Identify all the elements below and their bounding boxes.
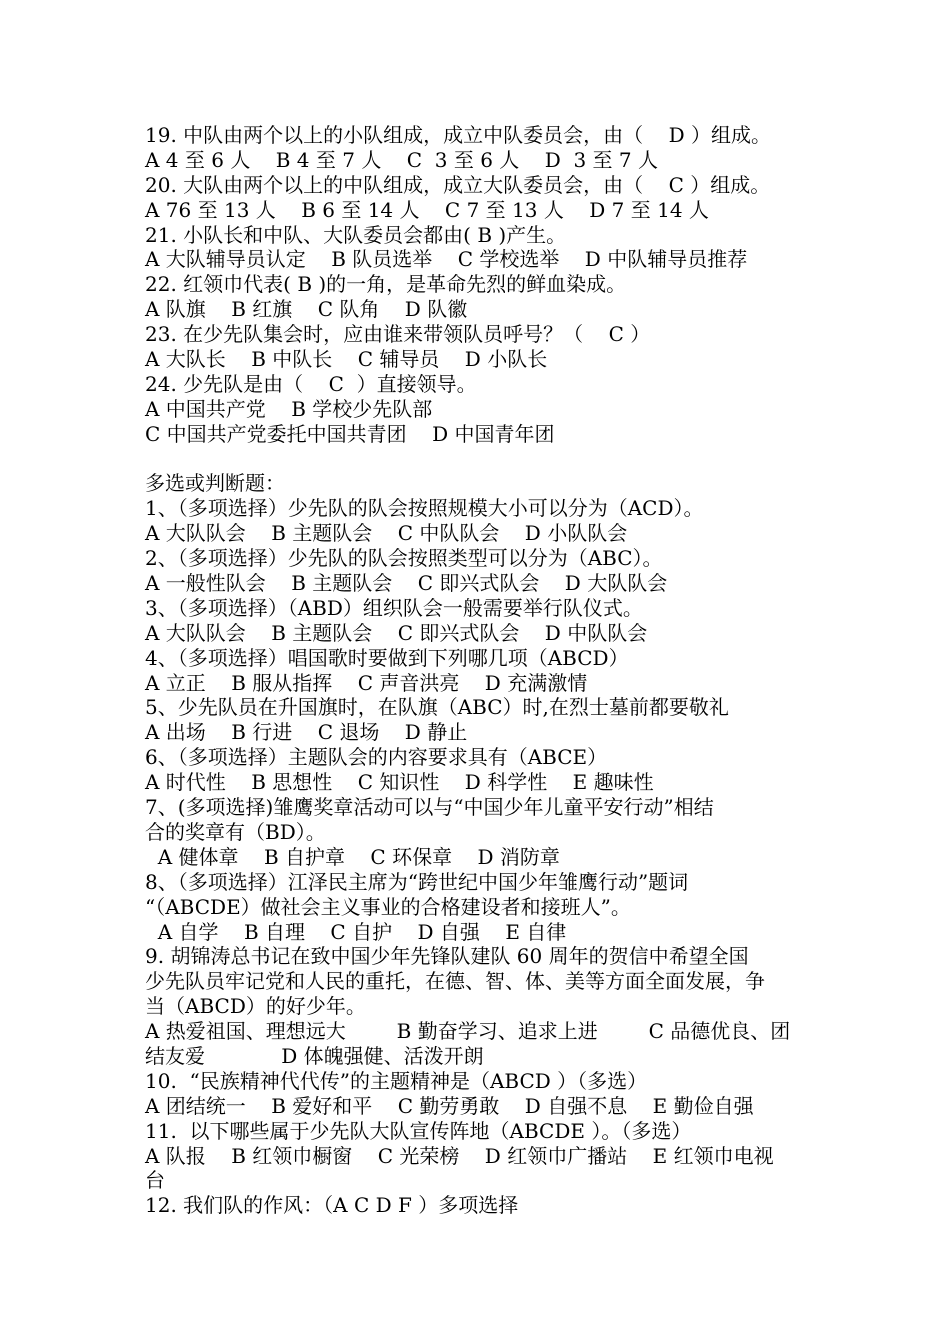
multi-question-8-line-1: 8、（多项选择）江泽民主席为“跨世纪中国少年雏鹰行动”题词 xyxy=(145,869,689,894)
multi-question-9-line-3: 当（ABCD）的好少年。 xyxy=(145,994,366,1019)
question-19: 19. 中队由两个以上的小队组成，成立中队委员会，由（ D ）组成。 xyxy=(145,123,771,147)
multi-question-7-options: A 健体章 B 自护章 C 环保章 D 消防章 xyxy=(145,844,560,869)
multi-question-6-options: A 时代性 B 思想性 C 知识性 D 科学性 E 趣味性 xyxy=(145,770,654,795)
multi-question-3: 3、（多项选择）（ABD）组织队会一般需要举行队仪式。 xyxy=(145,595,643,620)
multi-question-1-options: A 大队队会 B 主题队会 C 中队队会 D 小队队会 xyxy=(145,521,628,546)
question-20: 20. 大队由两个以上的中队组成，成立大队委员会，由（ C ）组成。 xyxy=(145,172,771,197)
multi-question-11: 11. 以下哪些属于少先队大队宣传阵地（ABCDE ）。（多选） xyxy=(145,1118,692,1143)
multi-question-2-options: A 一般性队会 B 主题队会 C 即兴式队会 D 大队队会 xyxy=(145,571,668,596)
question-24: 24. 少先队是由（ C ）直接领导。 xyxy=(145,371,477,396)
question-24-options-2: C 中国共产党委托中国共青团 D 中国青年团 xyxy=(145,421,555,446)
multi-question-5: 5、少先队员在升国旗时，在队旗（ABC）时,在烈士墓前都要敬礼 xyxy=(145,695,729,720)
question-22-options: A 队旗 B 红旗 C 队角 D 队徽 xyxy=(145,297,468,322)
question-20-options: A 76 至 13 人 B 6 至 14 人 C 7 至 13 人 D 7 至 14 人 xyxy=(145,197,709,222)
question-21-options: A 大队辅导员认定 B 队员选举 C 学校选举 D 中队辅导员推荐 xyxy=(145,247,748,272)
multi-question-7-line-1: 7、(多项选择)雏鹰奖章活动可以与“中国少年儿童平安行动”相结 xyxy=(145,795,714,820)
multi-question-8-line-2: “（ABCDE）做社会主义事业的合格建设者和接班人”。 xyxy=(145,894,631,919)
multi-question-8-options: A 自学 B 自理 C 自护 D 自强 E 自律 xyxy=(145,919,567,944)
section-heading: 多选或判断题： xyxy=(145,471,285,496)
multi-question-11-options-2: 台 xyxy=(145,1168,165,1193)
question-22: 22. 红领巾代表( B )的一角，是革命先烈的鲜血染成。 xyxy=(145,272,627,297)
question-24-options-1: A 中国共产党 B 学校少先队部 xyxy=(145,396,433,421)
multi-question-10-options: A 团结统一 B 爱好和平 C 勤劳勇敢 D 自强不息 E 勤俭自强 xyxy=(145,1093,754,1118)
blank-line xyxy=(145,447,810,472)
multi-question-6: 6、（多项选择）主题队会的内容要求具有（ABCE） xyxy=(145,745,608,770)
multi-question-7-line-2: 合的奖章有（BD）。 xyxy=(145,819,326,844)
question-23-options: A 大队长 B 中队长 C 辅导员 D 小队长 xyxy=(145,347,548,372)
multi-question-4-options: A 立正 B 服从指挥 C 声音洪亮 D 充满激情 xyxy=(145,670,588,695)
multi-question-9-options-2: 结友爱 D 体魄强健、活泼开朗 xyxy=(145,1043,484,1068)
multi-question-2: 2、（多项选择）少先队的队会按照类型可以分为（ABC）。 xyxy=(145,546,663,571)
question-19-options: A 4 至 6 人 B 4 至 7 人 C 3 至 6 人 D 3 至 7 人 xyxy=(145,147,658,172)
multi-question-3-options: A 大队队会 B 主题队会 C 即兴式队会 D 中队队会 xyxy=(145,620,648,645)
multi-question-12: 12. 我们队的作风：（A C D F ）多项选择 xyxy=(145,1193,519,1218)
multi-question-4: 4、（多项选择）唱国歌时要做到下列哪几项（ABCD） xyxy=(145,645,629,670)
multi-question-9-line-1: 9. 胡锦涛总书记在致中国少年先锋队建队 60 周年的贺信中希望全国 xyxy=(145,944,749,969)
question-23: 23. 在少先队集会时，应由谁来带领队员呼号？（ C ） xyxy=(145,322,651,347)
document-body xyxy=(145,123,810,1218)
multi-question-1: 1、（多项选择）少先队的队会按照规模大小可以分为（ACD）。 xyxy=(145,496,704,521)
multi-question-9-options-1: A 热爱祖国、理想远大 B 勤奋学习、追求上进 C 品德优良、团 xyxy=(145,1019,791,1044)
multi-question-5-options: A 出场 B 行进 C 退场 D 静止 xyxy=(145,720,468,745)
multi-question-11-options-1: A 队报 B 红领巾橱窗 C 光荣榜 D 红领巾广播站 E 红领巾电视 xyxy=(145,1143,774,1168)
question-21: 21. 小队长和中队、大队委员会都由( B )产生。 xyxy=(145,222,567,247)
multi-question-9-line-2: 少先队员牢记党和人民的重托，在德、智、体、美等方面全面发展，争 xyxy=(145,969,765,994)
multi-question-10: 10. “民族精神代代传”的主题精神是（ABCD ）（多选） xyxy=(145,1068,648,1093)
